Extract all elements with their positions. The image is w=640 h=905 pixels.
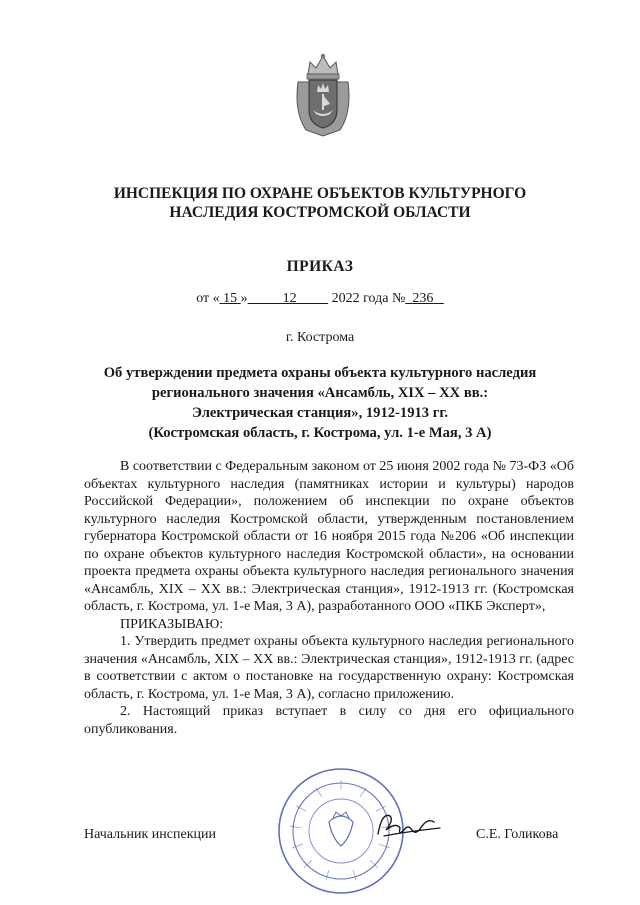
order-day: 15	[223, 291, 238, 306]
date-prefix: от «	[196, 291, 220, 306]
order-item-2: 2. Настоящий приказ вступает в силу со дня его официального опубликования.	[84, 704, 574, 737]
order-word: ПРИКАЗЫВАЮ:	[120, 616, 224, 632]
signatory-name: С.Е. Голикова	[476, 827, 559, 842]
order-year: 2022 года №	[331, 291, 406, 306]
date-line	[60, 291, 580, 307]
preamble-paragraph: В соответствии с Федеральным законом от 25 июня 2002 года № 73-ФЗ «Об объектах культурного наследия (памятниках истории и культуры) народов Российской Федерации», положением об инспекции по охране объектов культурного наследия Костромской области, утвержденным постановлением губернатора Костромской области от 16 ноября 2015 года №206 «Об инспекции по охране объектов культурного наследия Костромской области», на основании проекта предмета охраны объекта культурного наследия регионального значения «Ансамбль, XIX – XX вв.: Электрическая станция», 1912-1913 гг. (Костромская область, г. Кострома, ул. 1-е Мая, 3 А), разработанного ООО «ПКБ Эксперт»,	[84, 459, 574, 614]
org-line-2: НАСЛЕДИЯ КОСТРОМСКОЙ ОБЛАСТИ	[169, 204, 471, 221]
order-number: 236	[412, 291, 434, 306]
subject-line-3: Электрическая станция», 1912-1913 гг.	[191, 405, 449, 421]
order-item-1: 1. Утвердить предмет охраны объекта культурного наследия регионального значения «Ансамбль, XIX – XX вв.: Электрическая станция», 1912-1913 гг. (адрес в соответствии с актом о постановке на государственную охрану: Костромская область, г. Кострома, ул. 1-е Мая, 3 А), согласно приложению.	[84, 634, 574, 702]
document-title: ПРИКАЗ	[286, 258, 354, 275]
date-mid: »	[240, 291, 248, 306]
subject-line-4: (Костромская область, г. Кострома, ул. 1-е Мая, 3 А)	[148, 425, 492, 441]
coat-of-arms-icon	[292, 52, 354, 138]
subject-line-1: Об утверждении предмета охраны объекта культурного наследия	[103, 365, 537, 381]
org-line-1: ИНСПЕКЦИЯ ПО ОХРАНЕ ОБЪЕКТОВ КУЛЬТУРНОГО	[113, 185, 527, 202]
subject-line-2: регионального значения «Ансамбль, XIX – XX вв.:	[151, 385, 489, 401]
city: г. Кострома	[285, 330, 355, 345]
order-subject	[60, 363, 580, 443]
organization-name	[60, 184, 580, 222]
order-body	[84, 458, 574, 738]
order-month: 12	[282, 291, 297, 306]
signatory-position: Начальник инспекции	[84, 827, 216, 842]
handwritten-signature-icon	[374, 806, 444, 846]
